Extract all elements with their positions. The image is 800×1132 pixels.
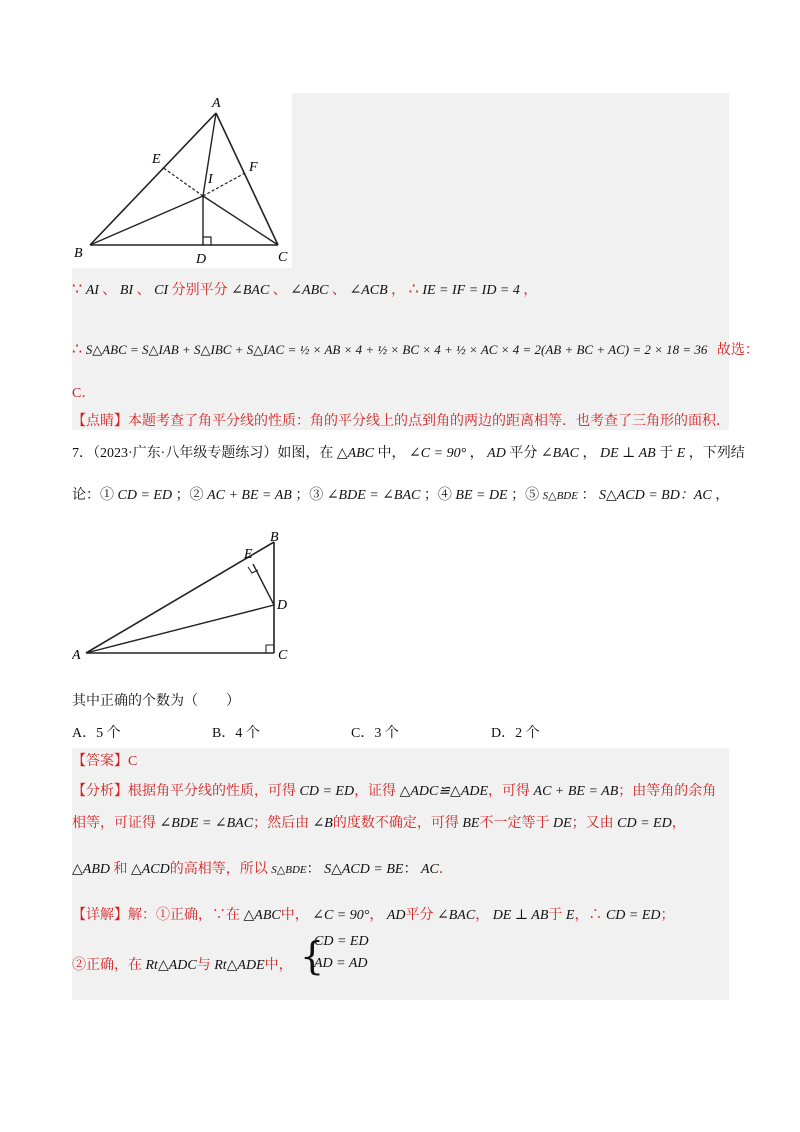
answer-tag: 【答案】 bbox=[72, 754, 128, 769]
segment-ai: AI bbox=[85, 283, 99, 298]
analysis-text: ， bbox=[671, 816, 686, 831]
detail-line2 bbox=[72, 956, 293, 976]
fig2-label-e: E bbox=[244, 547, 253, 562]
figure-right-triangle bbox=[72, 528, 302, 668]
area-expression: = ½ × AB × 4 + ½ × BC × 4 + ½ × AC × 4 = 2(AB + BC + AC) = 2 × 18 = 36 bbox=[287, 342, 708, 357]
segment-ac: AC bbox=[420, 862, 439, 877]
triangle-abc: △ABC bbox=[243, 908, 281, 923]
fig1-label-e: E bbox=[152, 152, 161, 167]
rt-triangle-ade: Rt△ADE bbox=[214, 958, 265, 973]
triangle-acd: △ACD bbox=[130, 862, 170, 877]
analysis-text: ，可得 bbox=[488, 784, 531, 799]
option-c[interactable]: C．3 个 bbox=[351, 726, 399, 741]
analysis-text: 的高相等，所以 bbox=[169, 862, 268, 877]
conclusion-1: CD = ED bbox=[117, 488, 173, 503]
eq-cd-ed: CD = ED bbox=[605, 908, 661, 923]
equal-distances: IE = IF = ID = 4 bbox=[422, 283, 520, 298]
triangle-abd: △ABD bbox=[72, 862, 110, 877]
angle-bac: ∠BAC bbox=[437, 908, 476, 923]
fig1-label-c: C bbox=[278, 250, 288, 265]
segment-ad: AD bbox=[386, 908, 406, 923]
segment-de: DE bbox=[552, 816, 572, 831]
point-e: E bbox=[565, 908, 575, 923]
area-ratio: S△ACD = BE bbox=[324, 862, 404, 877]
separator: 、 bbox=[136, 283, 151, 298]
text-bisect: 平分 bbox=[509, 446, 538, 461]
detail-text: ，∴ bbox=[574, 908, 603, 923]
conclusion-5-b: S△ACD = BD：AC bbox=[598, 488, 712, 503]
fig1-label-b: B bbox=[74, 246, 83, 261]
analysis-tag: 【分析】 bbox=[72, 784, 128, 799]
eq-cd-ed: CD = ED bbox=[299, 784, 355, 799]
angle-c-right: ∠C = 90° bbox=[409, 446, 467, 461]
figure-triangle-incenter bbox=[72, 93, 292, 268]
separator: ： bbox=[403, 862, 418, 877]
detail-line1 bbox=[72, 906, 675, 926]
fig1-label-d: D bbox=[196, 252, 207, 267]
sol6-line-area bbox=[72, 340, 759, 361]
segment-be: BE bbox=[462, 816, 480, 831]
analysis-text: ；由等角的余角 bbox=[618, 784, 717, 799]
text-tail: ，下列结 bbox=[688, 446, 745, 461]
q7-ask: 其中正确的个数为（ ） bbox=[72, 694, 240, 709]
analysis-text: ，证得 bbox=[354, 784, 397, 799]
area-bde: S△BDE bbox=[271, 864, 307, 876]
comma: ， bbox=[523, 283, 538, 298]
q7-stem-line1 bbox=[72, 444, 745, 464]
separator: 、 bbox=[272, 283, 287, 298]
triangle-abc: △ABC bbox=[336, 446, 375, 461]
system-eq-2: AD = AD bbox=[314, 956, 368, 971]
comma: ， bbox=[391, 283, 406, 298]
detail-text: 平分 bbox=[405, 908, 434, 923]
de-perp-ab: DE ⊥ AB bbox=[492, 908, 549, 923]
segment-ad: AD bbox=[487, 446, 506, 461]
separator: ；② bbox=[175, 488, 204, 503]
detail-text: 解：①正确，∵在 bbox=[128, 908, 240, 923]
text-yu: 于 bbox=[659, 446, 674, 461]
bisect-text: 分别平分 bbox=[171, 283, 228, 298]
analysis-line2 bbox=[72, 814, 686, 834]
therefore-symbol: ∴ bbox=[72, 341, 83, 358]
angle-bac: ∠BAC bbox=[231, 283, 270, 298]
detail-text: 中， bbox=[280, 908, 309, 923]
angle-c-right: ∠C = 90° bbox=[312, 908, 370, 923]
eq-angles: ∠BDE = ∠BAC bbox=[159, 816, 254, 831]
comment-text: 本题考查了角平分线的性质：角的平分线上的点到角的两边的距离相等．也考查了三角形的面积． bbox=[128, 414, 730, 429]
segment-bi: BI bbox=[119, 283, 134, 298]
separator: ；④ bbox=[423, 488, 452, 503]
analysis-line1 bbox=[72, 782, 716, 802]
conclusion-4: BE = DE bbox=[455, 488, 508, 503]
separator: ， bbox=[715, 488, 730, 503]
analysis-text: ；又由 bbox=[571, 816, 614, 831]
detail-text: 于 bbox=[548, 908, 563, 923]
therefore-symbol: ∴ bbox=[408, 281, 419, 298]
separator: ；⑤ bbox=[511, 488, 540, 503]
fig2-label-c: C bbox=[278, 648, 288, 663]
point-e: E bbox=[676, 446, 686, 461]
q7-stem-line2 bbox=[72, 486, 729, 506]
text-conclusions: 论：① bbox=[72, 488, 114, 503]
separator: 、 bbox=[331, 283, 346, 298]
rt-triangle-adc: Rt△ADC bbox=[145, 958, 197, 973]
fig1-label-f: F bbox=[249, 160, 258, 175]
eq-cd-ed: CD = ED bbox=[617, 816, 672, 831]
sol6-line-because bbox=[72, 280, 537, 301]
detail-text: ； bbox=[660, 908, 675, 923]
detail-text: ， bbox=[475, 908, 490, 923]
angle-abc: ∠ABC bbox=[290, 283, 329, 298]
option-b[interactable]: B．4 个 bbox=[212, 726, 260, 741]
angle-b: ∠B bbox=[312, 816, 333, 831]
analysis-text: 相等，可证得 bbox=[72, 816, 156, 831]
choose-label: 故选： bbox=[716, 343, 759, 358]
detail-tag: 【详解】 bbox=[72, 908, 128, 923]
separator: ： bbox=[581, 488, 596, 503]
eq-ac-be-ab: AC + BE = AB bbox=[533, 784, 619, 799]
because-symbol: ∵ bbox=[72, 281, 83, 298]
fig1-label-a: A bbox=[212, 96, 221, 111]
detail-text: 中， bbox=[264, 958, 293, 973]
analysis-text: 不一定等于 bbox=[479, 816, 550, 831]
analysis-line3 bbox=[72, 860, 453, 880]
analysis-text: 的度数不确定，可得 bbox=[332, 816, 459, 831]
answer-value: C bbox=[128, 754, 138, 769]
analysis-text: 和 bbox=[113, 862, 128, 877]
separator: ；③ bbox=[295, 488, 324, 503]
segment-ci: CI bbox=[154, 283, 169, 298]
detail-text: 与 bbox=[196, 958, 211, 973]
answer-line bbox=[72, 752, 137, 772]
separator: ， bbox=[582, 446, 597, 461]
option-a[interactable]: A．5 个 bbox=[72, 726, 121, 741]
fig1-label-i: I bbox=[208, 172, 213, 187]
text-mid: 中， bbox=[377, 446, 406, 461]
angle-bac: ∠BAC bbox=[540, 446, 580, 461]
conclusion-3: ∠BDE = ∠BAC bbox=[326, 488, 421, 503]
analysis-text: ． bbox=[438, 862, 453, 877]
congruence: △ADC≌△ADE bbox=[399, 784, 489, 799]
angle-acb: ∠ACB bbox=[349, 283, 388, 298]
analysis-text: 根据角平分线的性质，可得 bbox=[128, 784, 296, 799]
separator: ， bbox=[469, 446, 484, 461]
option-d[interactable]: D．2 个 bbox=[491, 726, 540, 741]
fig2-label-a: A bbox=[72, 648, 81, 663]
analysis-text: ；然后由 bbox=[253, 816, 310, 831]
detail-text: ， bbox=[369, 908, 384, 923]
detail-text: ②正确，在 bbox=[72, 958, 142, 973]
de-perp-ab: DE ⊥ AB bbox=[600, 446, 656, 461]
sol6-comment bbox=[72, 412, 730, 432]
q7-stem-prefix: 7．（2023·广东·八年级专题练习）如图，在 bbox=[72, 446, 334, 461]
separator: 、 bbox=[102, 283, 117, 298]
conclusion-2: AC + BE = AB bbox=[207, 488, 292, 503]
comment-tag: 【点睛】 bbox=[72, 414, 128, 429]
system-brace: { bbox=[300, 934, 325, 978]
sol6-choice: C． bbox=[72, 386, 96, 401]
separator: ： bbox=[306, 862, 321, 877]
area-sum-equation: S△ABC = S△IAB + S△IBC + S△IAC bbox=[85, 342, 285, 357]
system-eq-1: CD = ED bbox=[314, 934, 369, 949]
fig2-label-d: D bbox=[277, 598, 288, 613]
conclusion-5-a: S△BDE bbox=[542, 490, 578, 502]
fig2-label-b: B bbox=[270, 530, 279, 545]
